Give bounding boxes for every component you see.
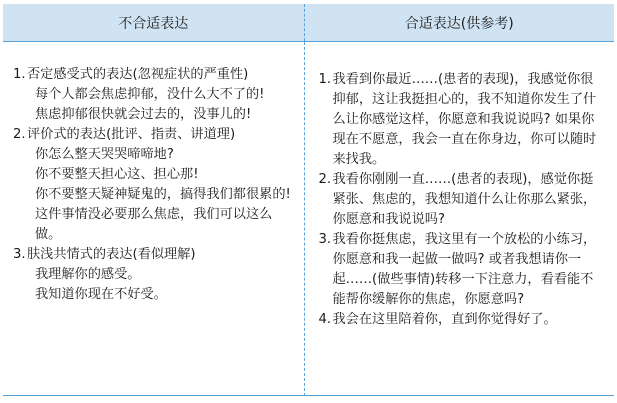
appropriate-list <box>305 42 615 330</box>
example-sentence: 我理解你的感受。 <box>35 267 141 282</box>
example-sentence: 你怎么整天哭哭啼啼地? <box>35 147 174 162</box>
item-text: 我看到你最近……(患者的表现)，我感觉你很抑郁，这让我挺担心的，我不知道你发生了什么让你感觉这样，你愿意和我说说吗? 如果你现在不愿意，我会一直在你身边，你可以随时来找我。 <box>332 72 597 167</box>
item-number: 3. <box>318 232 332 247</box>
appropriate-item <box>319 70 605 170</box>
item-number: 3. <box>13 247 26 262</box>
item-number: 4. <box>318 312 332 327</box>
example-sentence: 你不要整天疑神疑鬼的，搞得我们都很累的! <box>35 187 291 202</box>
example-sentence: 这件事情没必要那么焦虑，我们可以这么做。 <box>35 207 273 242</box>
appropriate-item <box>319 170 605 230</box>
item-number: 2. <box>13 127 26 142</box>
header-appropriate: 合适表达(供参考) <box>304 4 614 42</box>
item-title: 评价式的表达(批评、指责、讲道理) <box>27 127 236 142</box>
inappropriate-column <box>3 42 304 397</box>
example-sentence: 焦虑抑郁很快就会过去的，没事儿的! <box>35 107 252 122</box>
inappropriate-item <box>13 65 296 85</box>
appropriate-column <box>304 42 614 397</box>
example-sentence: 我知道你现在不好受。 <box>35 287 167 302</box>
inappropriate-item <box>13 125 296 145</box>
table-body-row <box>3 42 614 397</box>
inappropriate-list <box>3 42 304 305</box>
table-header-row <box>3 4 614 42</box>
inappropriate-item <box>13 245 296 265</box>
item-title: 肤浅共情式的表达(看似理解) <box>27 247 196 262</box>
item-text: 我看你挺焦虑，我这里有一个放松的小练习，你愿意和我一起做一做吗? 或者我想请你一起……(做些事情)转移一下注意力，看看能不能帮你缓解你的焦虑，你愿意吗? <box>332 232 597 307</box>
table-bottom-rule <box>3 395 614 396</box>
header-inappropriate: 不合适表达 <box>3 4 304 42</box>
item-text: 我会在这里陪着你，直到你觉得好了。 <box>332 312 557 327</box>
appropriate-item <box>319 230 605 310</box>
appropriate-item <box>319 310 605 330</box>
comparison-table <box>3 4 614 396</box>
item-text: 我看你刚刚一直……(患者的表现)，感觉你挺紧张、焦虑的，我想知道什么让你那么紧张，你愿意和我说说吗? <box>332 172 597 227</box>
item-number: 2. <box>318 172 332 187</box>
example-sentence: 每个人都会焦虑抑郁，没什么大不了的! <box>35 87 265 102</box>
item-title: 否定感受式的表达(忽视症状的严重性) <box>27 67 249 82</box>
item-number: 1. <box>318 72 332 87</box>
example-sentence: 你不要整天担心这、担心那! <box>35 167 199 182</box>
item-number: 1. <box>13 67 26 82</box>
